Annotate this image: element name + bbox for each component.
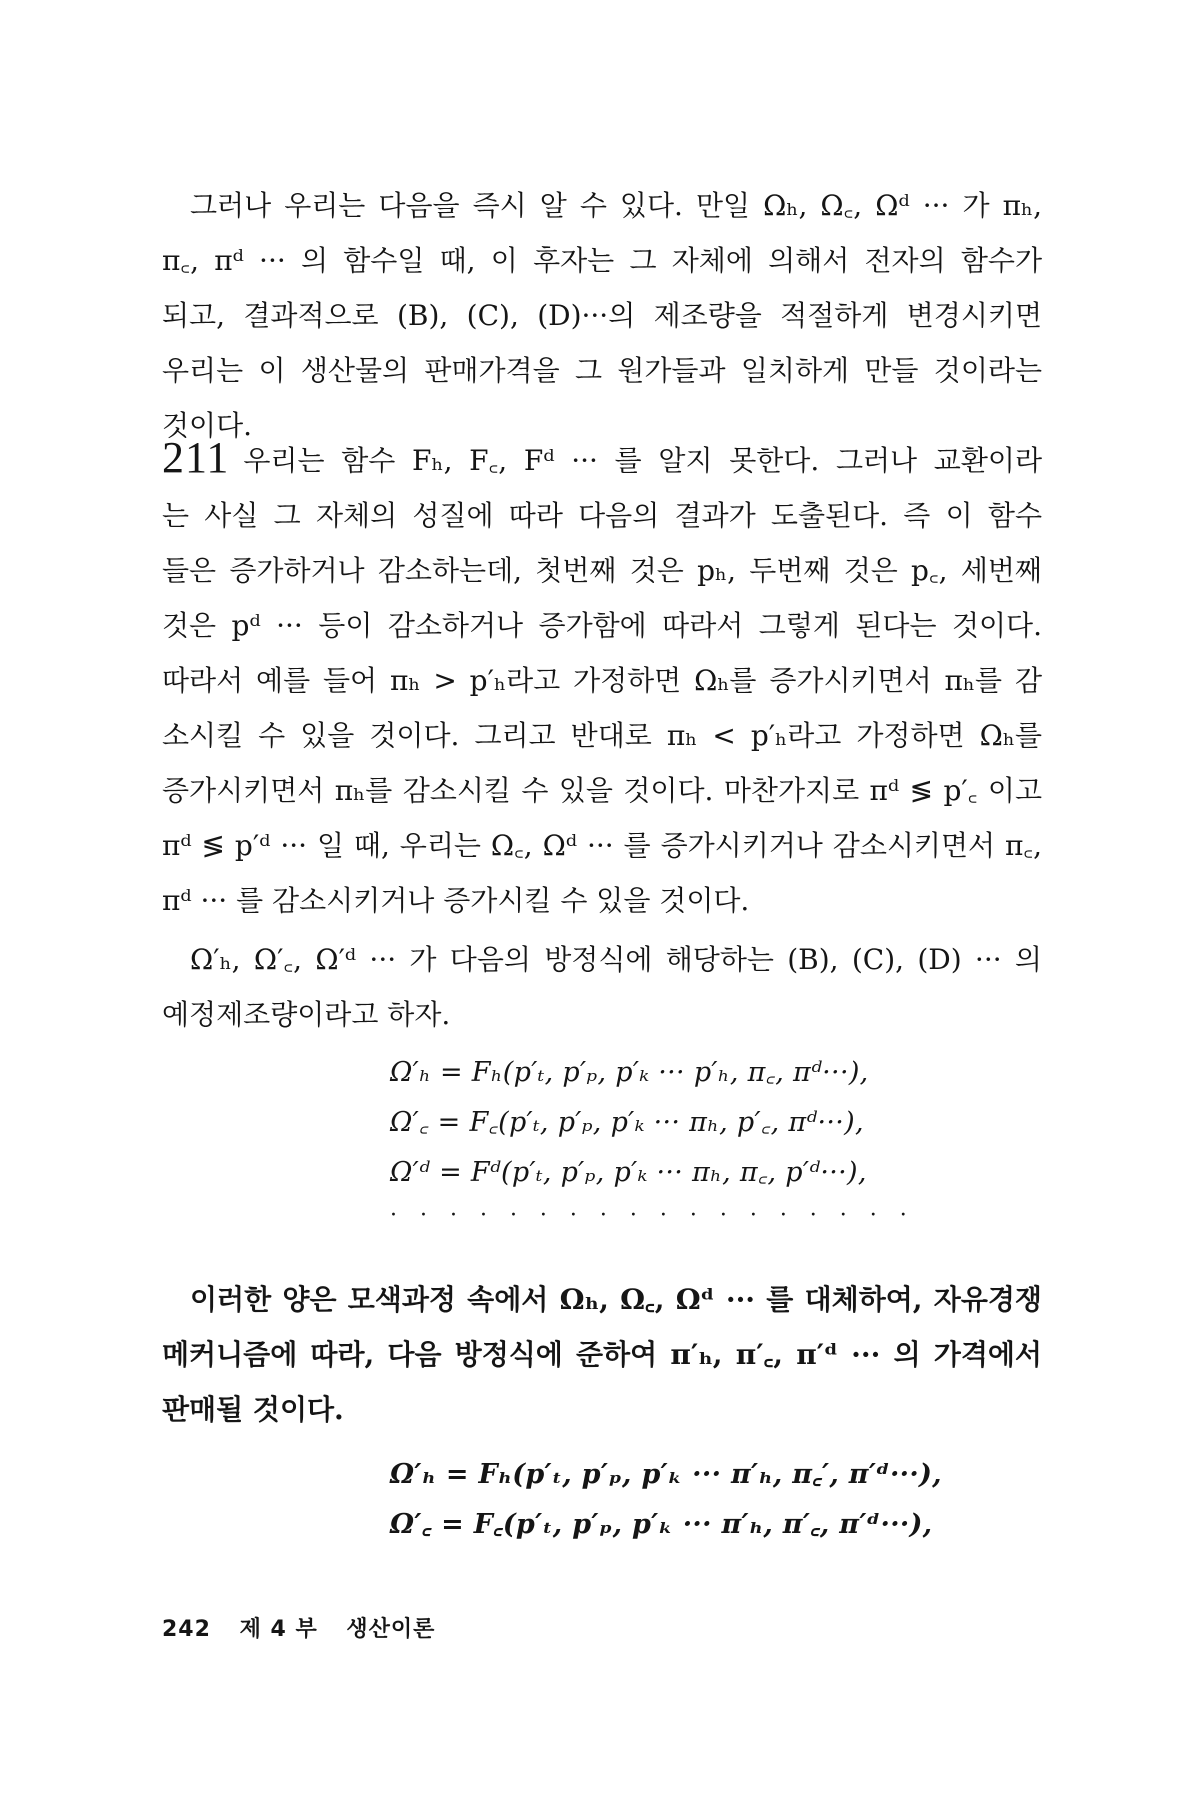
text-line: 이러한 양은 모색과정 속에서 Ωₕ, Ω꜀, Ωᵈ ··· 를 대체하여, 자유경쟁 [190,1283,1042,1316]
text-line: Ω′ₕ, Ω′꜀, Ω′ᵈ ··· 가 다음의 방정식에 해당하는 (B), (C), (D) ··· 의 [190,943,1042,976]
paragraph-intro-text [162,178,1042,453]
text-line: 되고, 결과적으로 (B), (C), (D)···의 제조량을 적절하게 변경시키면 [162,299,1042,332]
text-line: 따라서 예를 들어 πₕ > p′ₕ라고 가정하면 Ωₕ를 증가시키면서 πₕ를 감 [162,664,1042,697]
text-line: 메커니즘에 따라, 다음 방정식에 준하여 π′ₕ, π′꜀, π′ᵈ ··· 의 가격에서 [162,1338,1042,1371]
part-label: 제 4 부 [239,1617,318,1642]
text-line: 증가시키면서 πₕ를 감소시킬 수 있을 것이다. 마찬가지로 πᵈ ≶ p′꜀ 이고 [162,774,1042,807]
continuation-dots: · · · · · · · · · · · · · · · · · · [390,1203,915,1228]
text-line: 우리는 이 생산물의 판매가격을 그 원가들과 일치하게 만들 것이라는 [162,354,1042,387]
text-line: 는 사실 그 자체의 성질에 따라 다음의 결과가 도출된다. 즉 이 함수 [162,499,1042,532]
text-line: 소시킬 수 있을 것이다. 그리고 반대로 πₕ < p′ₕ라고 가정하면 Ωₕ를 [162,719,1042,752]
text-line: 들은 증가하거나 감소하는데, 첫번째 것은 pₕ, 두번째 것은 p꜀, 세번째 [162,554,1042,587]
paragraph-groping [162,1272,1042,1437]
text-line: πᵈ ··· 를 감소시키거나 증가시킬 수 있을 것이다. [162,884,750,917]
paragraph-definition [162,932,1042,1042]
text-line: 예정제조량이라고 하자. [162,998,451,1031]
section-number: 211 [162,433,230,482]
text-line: 우리는 함수 Fₕ, F꜀, Fᵈ ··· 를 알지 못한다. 그러나 교환이라 [243,444,1042,477]
text-line: 그러나 우리는 다음을 즉시 알 수 있다. 만일 Ωₕ, Ω꜀, Ωᵈ ··· 가 πₕ, [190,189,1042,222]
equation-b: Ω′ₕ = Fₕ(p′ₜ, p′ₚ, p′ₖ ··· p′ₕ, π꜀, πᵈ···), [390,1057,869,1088]
text-line: 것은 pᵈ ··· 등이 감소하거나 증가함에 따라서 그렇게 된다는 것이다. [162,609,1042,642]
text-line: π꜀, πᵈ ··· 의 함수일 때, 이 후자는 그 자체에 의해서 전자의 함수가 [162,244,1042,277]
text-line: 것이다. [162,409,253,442]
paragraph-groping-text [162,1272,1042,1437]
paragraph-definition-text [162,932,1042,1042]
equation-b-prime: Ω′ₕ = Fₕ(p′ₜ, p′ₚ, p′ₖ ··· π′ₕ, π꜀′, π′ᵈ···), [390,1459,942,1490]
page-number: 242 [162,1617,211,1642]
section-211-text [162,430,1042,928]
paragraph-intro [162,178,1042,453]
text-line-with-section-number [162,430,1042,488]
equation-d: Ω′ᵈ = Fᵈ(p′ₜ, p′ₚ, p′ₖ ··· πₕ, π꜀, p′ᵈ···), [390,1157,867,1188]
equation-c-prime: Ω′꜀ = F꜀(p′ₜ, p′ₚ, p′ₖ ··· π′ₕ, π′꜀, π′ᵈ···), [390,1509,933,1540]
text-line: πᵈ ≶ p′ᵈ ··· 일 때, 우리는 Ω꜀, Ωᵈ ··· 를 증가시키거나 감소시키면서 π꜀, [162,829,1042,862]
text-line: 판매될 것이다. [162,1393,344,1426]
part-title: 생산이론 [346,1617,436,1642]
equation-system-2 [390,1450,942,1550]
page-footer [162,1612,435,1643]
equation-c: Ω′꜀ = F꜀(p′ₜ, p′ₚ, p′ₖ ··· πₕ, p′꜀, πᵈ···), [390,1107,864,1138]
equation-system-1 [390,1048,915,1234]
section-211 [162,430,1042,928]
